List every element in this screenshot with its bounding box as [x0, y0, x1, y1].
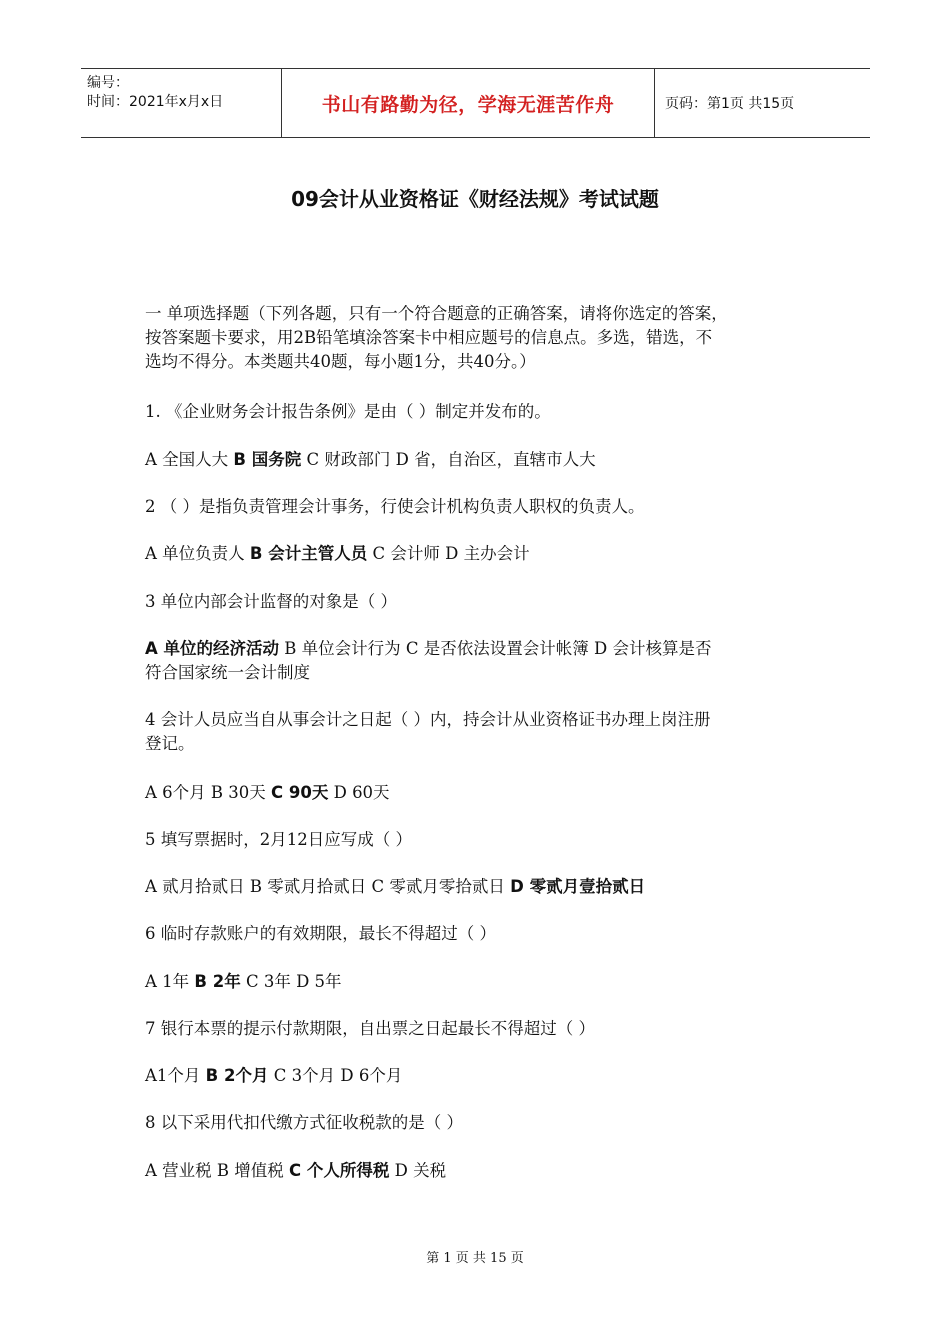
question-5: 5 填写票据时，2月12日应写成（ ）	[145, 830, 412, 849]
section-intro-line: 按答案题卡要求，用2B铅笔填涂答案卡中相应题号的信息点。多选，错选，不	[145, 328, 713, 347]
answer-option-text: 符合国家统一会计制度	[145, 663, 310, 682]
answer-5	[145, 875, 815, 899]
answer-option-text: A1个月	[145, 1066, 206, 1085]
answer-option-text: B 单位会计行为 C 是否依法设置会计帐簿 D 会计核算是否	[279, 639, 712, 658]
question-7: 7 银行本票的提示付款期限，自出票之日起最长不得超过（ ）	[145, 1019, 595, 1038]
section-intro	[145, 302, 815, 374]
question-3: 3 单位内部会计监督的对象是（ ）	[145, 592, 397, 611]
answer-option-text: C 会计师 D 主办会计	[367, 544, 530, 563]
correct-answer: B 2年	[194, 972, 241, 991]
answer-option-text: A 单位负责人	[145, 544, 250, 563]
answer-option-text: D 关税	[389, 1161, 447, 1180]
answer-option-text: A 营业税 B 增值税	[145, 1161, 290, 1180]
answer-option-text: C 3年 D 5年	[240, 972, 342, 991]
answer-option-text: A 6个月 B 30天	[145, 783, 272, 802]
answer-option-text: C 财政部门 D 省，自治区，直辖市人大	[301, 450, 596, 469]
section-intro-line: 选均不得分。本类题共40题，每小题1分，共40分。）	[145, 352, 536, 371]
answer-option-text: A 1年	[145, 972, 195, 991]
answer-2	[145, 542, 815, 566]
header-table	[81, 68, 870, 138]
correct-answer: C 个人所得税	[289, 1161, 390, 1180]
answer-1	[145, 448, 815, 472]
question-1: 1. 《企业财务会计报告条例》是由（ ）制定并发布的。	[145, 402, 551, 421]
header-meta-cell	[81, 69, 282, 137]
document-number-label: 编号：	[87, 75, 129, 91]
correct-answer: A 单位的经济活动	[145, 639, 280, 658]
question-8: 8 以下采用代扣代缴方式征收税款的是（ ）	[145, 1113, 463, 1132]
correct-answer: D 零贰月壹拾贰日	[510, 877, 646, 896]
document-date-label: 时间：2021年x月x日	[87, 94, 224, 110]
section-intro-line: 一 单项选择题（下列各题，只有一个符合题意的正确答案，请将你选定的答案，	[145, 304, 728, 323]
answer-option-text: A 贰月拾贰日 B 零贰月拾贰日 C 零贰月零拾贰日	[145, 877, 511, 896]
answer-6	[145, 970, 815, 994]
answer-7	[145, 1064, 815, 1088]
header-page-cell	[655, 69, 870, 137]
answer-option-text: C 3个月 D 6个月	[268, 1066, 403, 1085]
header-motto: 书山有路勤为径，学海无涯苦作舟	[321, 93, 615, 116]
question-text-line: 登记。	[145, 734, 195, 753]
answer-4	[145, 781, 815, 805]
header-page-info: 页码：第1页 共15页	[665, 96, 795, 112]
question-text-line: 4 会计人员应当自从事会计之日起（ ）内，持会计从业资格证书办理上岗注册	[145, 710, 711, 729]
question-6: 6 临时存款账户的有效期限，最长不得超过（ ）	[145, 924, 496, 943]
page-footer: 第 1 页 共 15 页	[426, 1251, 524, 1266]
document-title: 09会计从业资格证《财经法规》考试试题	[291, 187, 659, 211]
correct-answer: B 会计主管人员	[249, 544, 368, 563]
answer-8	[145, 1159, 815, 1183]
answer-3	[145, 637, 815, 685]
answer-option-text: A 全国人大	[145, 450, 234, 469]
question-2: 2 （ ）是指负责管理会计事务，行使会计机构负责人职权的负责人。	[145, 497, 645, 516]
header-motto-cell	[282, 69, 655, 137]
question-4	[145, 708, 815, 756]
answer-option-text: D 60天	[328, 783, 390, 802]
correct-answer: C 90天	[271, 783, 329, 802]
correct-answer: B 2个月	[205, 1066, 269, 1085]
correct-answer: B 国务院	[233, 450, 302, 469]
